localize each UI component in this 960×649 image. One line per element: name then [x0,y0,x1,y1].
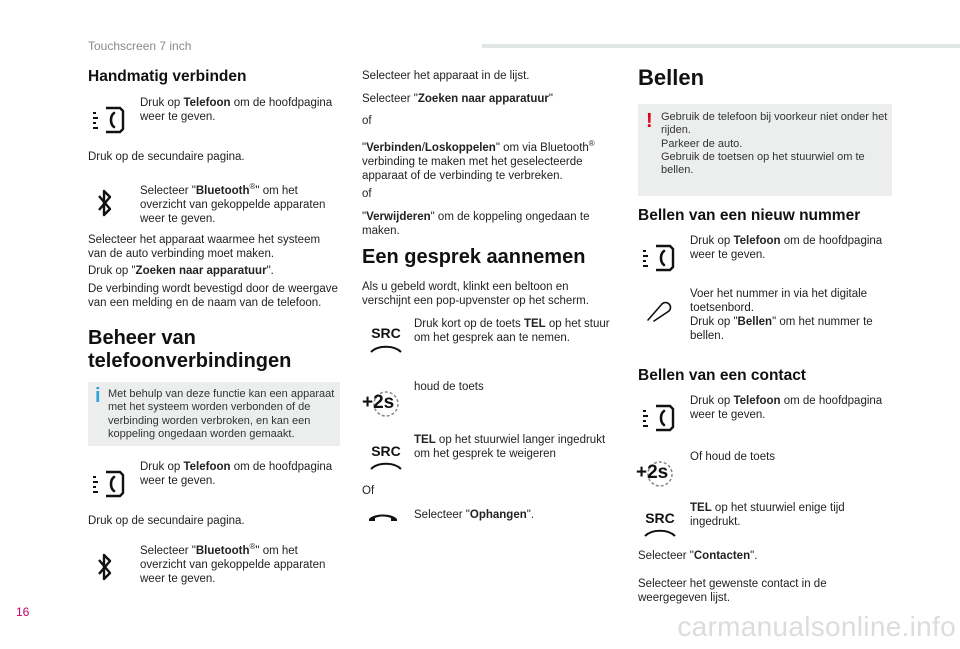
heading-bellen: Bellen [638,65,705,90]
src-key-label: SRC [645,510,675,526]
or-3: Of [362,485,375,497]
warning-note [638,104,892,196]
hold-2s-icon [636,461,678,487]
hold-2s-label: +2s [362,392,395,413]
step-telefoon-4: Druk op Telefoon om de hoofdpagina weer te geven. [690,395,883,421]
step-selecteer-contact: Selecteer het gewenste contact in de weergegeven lijst. [638,578,827,604]
phone-handset-icon [92,104,126,136]
step-bluetooth: Selecteer "Bluetooth®" om het overzicht van gekoppelde apparaten weer te geven. [140,182,326,225]
step-selecteer-apparaat: Selecteer het apparaat waarmee het systeem van de auto verbinding moet maken. [88,234,321,260]
warning-note-text: Gebruik de telefoon bij voorkeur niet onder het rijden. Parkeer de auto. Gebruik de toetsen op het stuurwiel om te bellen. [661,111,888,177]
heading-handmatig-verbinden: Handmatig verbinden [88,68,247,85]
heading-contact: Bellen van een contact [638,367,806,384]
src-key-label: SRC [371,443,401,459]
heading-beheer: Beheer van telefoonverbindingen [88,327,292,372]
step-zoeken: Druk op "Zoeken naar apparatuur". [88,265,274,277]
page-number: 16 [16,605,30,619]
running-header: Touchscreen 7 inch [88,39,192,53]
or-1: of [362,115,372,127]
bluetooth-icon [96,552,114,582]
hold-2s-icon [362,391,404,417]
info-icon: i [95,385,101,407]
phone-handset-icon [642,242,676,274]
hang-up-handset-icon [368,460,404,472]
or-2: of [362,188,372,200]
step-verbinden: "Verbinden/Loskoppelen" om via Bluetooth® verbinding te maken met het geselecteerde apparaat of de verbinding te verbreken. [362,139,595,182]
hold-2s-label: +2s [636,462,669,483]
hang-up-handset-icon [642,527,678,539]
hang-up-handset-icon [368,343,404,355]
touch-finger-icon [646,296,674,322]
step-ophangen: Selecteer "Ophangen". [414,509,535,521]
end-call-icon [368,512,398,522]
gesprek-intro: Als u gebeld wordt, klinkt een beltoon en verschijnt een pop-upvenster op het scherm. [362,281,589,307]
step-houd-toets-2: Of houd de toets [690,451,776,463]
step-verwijderen: "Verwijderen" om de koppeling ongedaan te maken. [362,211,590,237]
step-contacten: Selecteer "Contacten". [638,550,758,562]
heading-gesprek-aannemen: Een gesprek aannemen [362,246,586,268]
phone-handset-icon [92,468,126,500]
step-secundaire-2: Druk op de secundaire pagina. [88,515,245,527]
step-houd-toets: houd de toets [414,381,484,393]
src-key-label: SRC [371,325,401,341]
step-telefoon-3: Druk op Telefoon om de hoofdpagina weer te geven. [690,235,883,261]
step-tel-kort: Druk kort op de toets TEL op het stuur om het gesprek aan te nemen. [414,318,610,344]
step-zoeken-2: Selecteer "Zoeken naar apparatuur" [362,93,553,105]
step-tel-weigeren: TEL op het stuurwiel langer ingedrukt om het gesprek te weigeren [414,434,606,460]
step-bluetooth-2: Selecteer "Bluetooth®" om het overzicht van gekoppelde apparaten weer te geven. [140,542,326,585]
info-note-text: Met behulp van deze functie kan een apparaat met het systeem worden verbonden of de verbinding worden verbroken, en kan een koppeling ongedaan worden gemaakt. [108,388,335,440]
step-bevestigd: De verbinding wordt bevestigd door de weergave van een melding en de naam van de telefoon. [88,283,338,309]
bluetooth-icon [96,188,114,218]
step-telefoon: Druk op Telefoon om de hoofdpagina weer te geven. [140,97,333,123]
header-rule [482,44,960,48]
watermark: carmanualsonline.info [677,611,956,642]
step-toetsenbord: Voer het nummer in via het digitale toetsenbord. Druk op "Bellen" om het nummer te bellen. [690,288,873,342]
step-tel-ingedrukt: TEL op het stuurwiel enige tijd ingedrukt. [690,502,845,528]
phone-handset-icon [642,402,676,434]
heading-nieuw-nummer: Bellen van een nieuw nummer [638,207,861,224]
step-selecteer-lijst: Selecteer het apparaat in de lijst. [362,70,530,82]
step-telefoon-2: Druk op Telefoon om de hoofdpagina weer te geven. [140,461,333,487]
info-note [88,382,340,446]
warning-icon: ! [646,110,653,132]
step-secundaire: Druk op de secundaire pagina. [88,151,245,163]
